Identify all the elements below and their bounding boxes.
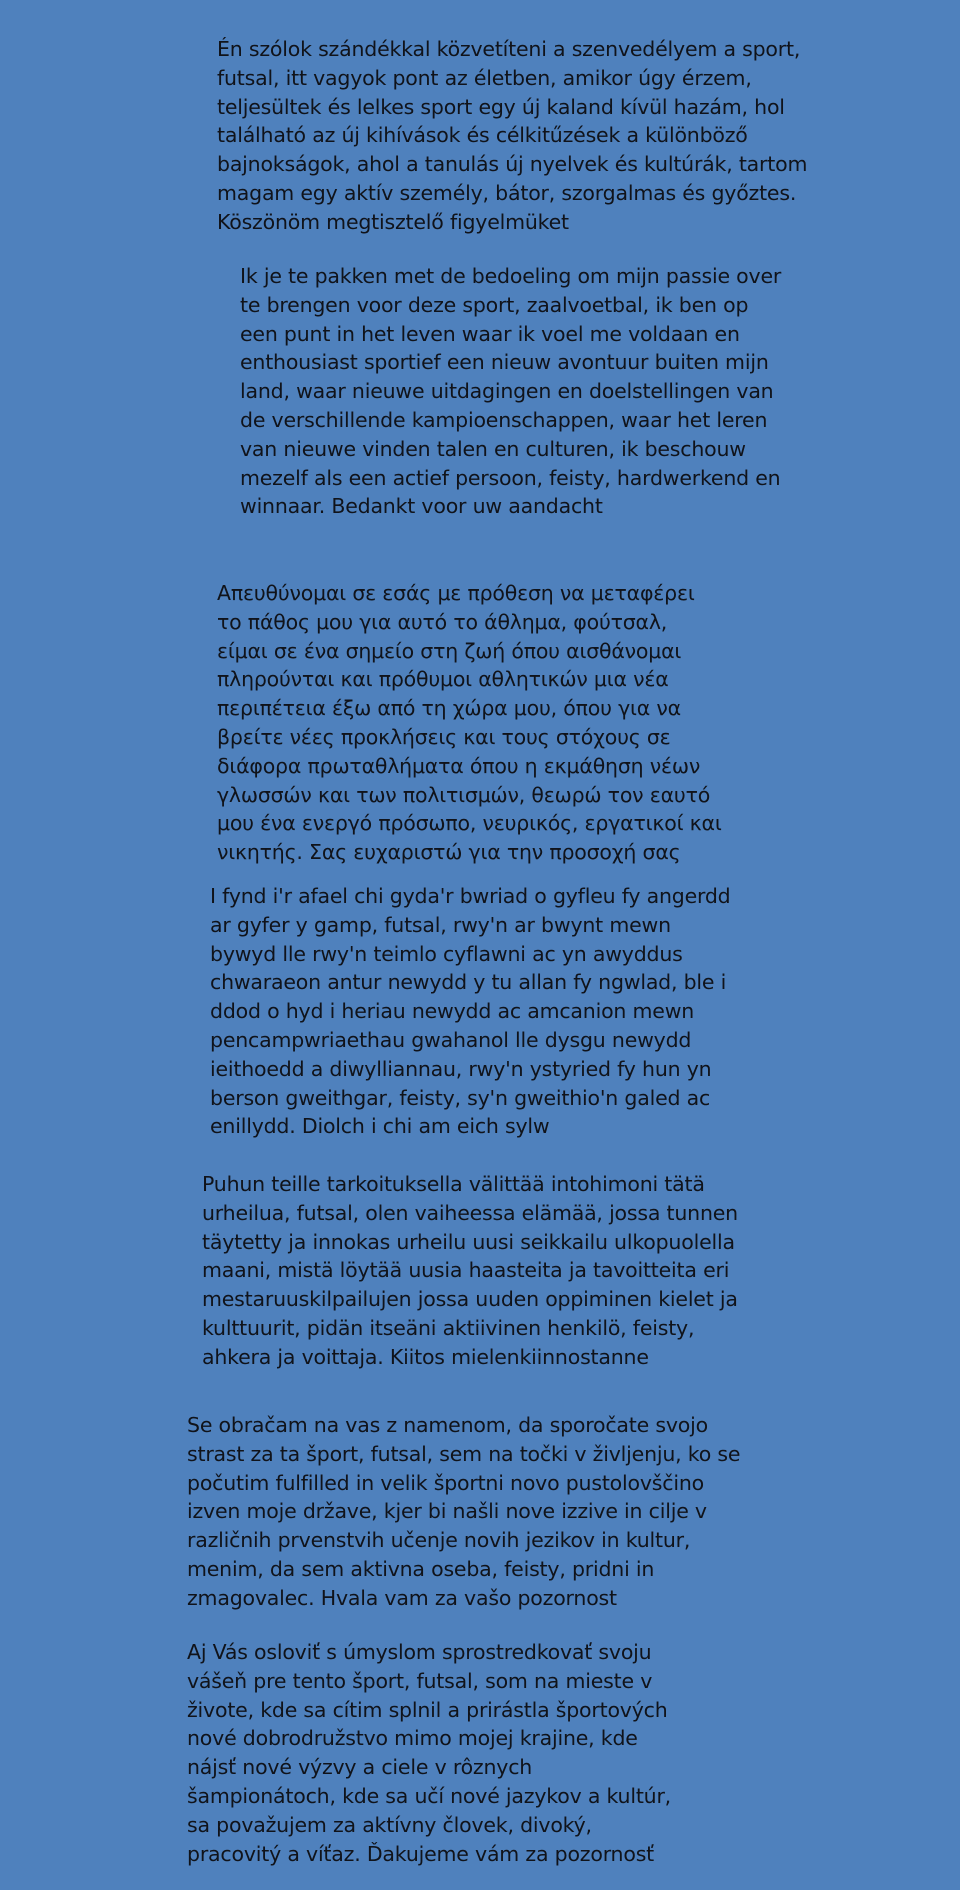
text-line: pencampwriaethau gwahanol lle dysgu newydd <box>210 1027 692 1052</box>
text-line: πληρούνται και πρόθυμοι αθλητικών μια νέα <box>217 667 669 692</box>
text-line: de verschillende kampioenschappen, waar het leren <box>240 407 768 432</box>
text-line: kulttuurit, pidän itseäni aktiivinen henkilö, feisty, <box>202 1315 695 1340</box>
text-line: pracovitý a víťaz. Ďakujeme vám za pozornosť <box>187 1841 655 1866</box>
text-line: διάφορα πρωταθλήματα όπου η εκμάθηση νέων <box>217 753 701 778</box>
text-line: berson gweithgar, feisty, sy'n gweithio'n galed ac <box>210 1085 711 1110</box>
text-line: Én szólok szándékkal közvetíteni a szenvedélyem a sport, <box>217 37 801 61</box>
text-line: Ik je te pakken met de bedoeling om mijn passie over <box>240 264 782 288</box>
text-line: Απευθύνομαι σε εσάς με πρόθεση να μεταφέρει <box>217 581 695 605</box>
text-line: täytetty ja innokas urheilu uusi seikkailu ulkopuolella <box>202 1229 735 1254</box>
text-line: chwaraeon antur newydd y tu allan fy ngwlad, ble i <box>210 970 727 995</box>
text-line: το πάθος μου για αυτό το άθλημα, φούτσαλ, <box>217 609 668 634</box>
text-line: Aj Vás osloviť s úmyslom sprostredkovať svoju <box>187 1640 652 1664</box>
text-line: te brengen voor deze sport, zaalvoetbal, ik ben op <box>240 292 749 317</box>
text-line: ieithoedd a diwylliannau, rwy'n ystyried fy hun yn <box>210 1056 712 1081</box>
text-line: bajnokságok, ahol a tanulás új nyelvek és kultúrák, tartom <box>217 152 808 177</box>
text-line: živote, kde sa cítim splnil a prirástla športových <box>187 1697 668 1722</box>
text-line: mezelf als een actief persoon, feisty, hardwerkend en <box>240 465 781 490</box>
text-line: περιπέτεια έξω από τη χώρα μου, όπου για να <box>217 696 681 721</box>
paragraph-slovenian <box>187 1411 740 1613</box>
text-line: I fynd i'r afael chi gyda'r bwriad o gyfleu fy angerdd <box>210 884 731 908</box>
text-line: ahkera ja voittaja. Kiitos mielenkiinnostanne <box>202 1344 649 1369</box>
text-line: βρείτε νέες προκλήσεις και τους στόχους σε <box>217 724 671 749</box>
text-line: Puhun teille tarkoituksella välittää intohimoni tätä <box>202 1172 705 1196</box>
paragraph-greek <box>217 579 722 867</box>
text-line: magam egy aktív személy, bátor, szorgalmas és győztes. <box>217 180 797 205</box>
text-line: izven moje države, kjer bi našli nove izzive in cilje v <box>187 1499 707 1524</box>
text-line: urheilua, futsal, olen vaiheessa elämää, jossa tunnen <box>202 1200 738 1225</box>
text-line: ar gyfer y gamp, futsal, rwy'n ar bwynt mewn <box>210 912 671 937</box>
text-line: sa považujem za aktívny človek, divoký, <box>187 1812 592 1837</box>
text-line: winnaar. Bedankt voor uw aandacht <box>240 494 603 519</box>
text-line: νικητής. Σας ευχαριστώ για την προσοχή σας <box>217 840 681 865</box>
paragraph-hungarian <box>217 35 807 237</box>
text-line: bywyd lle rwy'n teimlo cyflawni ac yn awyddus <box>210 941 683 966</box>
text-line: zmagovalec. Hvala vam za vašo pozornost <box>187 1585 617 1610</box>
text-line: mestaruuskilpailujen jossa uuden oppiminen kielet ja <box>202 1287 738 1312</box>
text-line: land, waar nieuwe uitdagingen en doelstellingen van <box>240 379 774 404</box>
paragraph-slovak <box>187 1638 671 1868</box>
text-line: teljesültek és lelkes sport egy új kaland kívül hazám, hol <box>217 94 785 119</box>
text-line: nové dobrodružstvo mimo mojej krajine, kde <box>187 1726 638 1751</box>
text-line: enthousiast sportief een nieuw avontuur buiten mijn <box>240 350 769 375</box>
text-line: futsal, itt vagyok pont az életben, amikor úgy érzem, <box>217 65 752 90</box>
text-line: strast za ta šport, futsal, sem na točki v življenju, ko se <box>187 1441 741 1466</box>
text-line: είμαι σε ένα σημείο στη ζωή όπου αισθάνομαι <box>217 638 682 663</box>
text-line: ddod o hyd i heriau newydd ac amcanion mewn <box>210 999 695 1024</box>
paragraph-dutch <box>240 262 781 521</box>
text-line: šampionátoch, kde sa učí nové jazykov a kultúr, <box>187 1783 672 1808</box>
text-line: vášeň pre tento šport, futsal, som na mieste v <box>187 1668 653 1693</box>
text-line: een punt in het leven waar ik voel me voldaan en <box>240 321 740 346</box>
text-line: menim, da sem aktivna oseba, feisty, pridni in <box>187 1556 655 1581</box>
text-line: nájsť nové výzvy a ciele v rôznych <box>187 1755 533 1780</box>
text-line: različnih prvenstvih učenje novih jezikov in kultur, <box>187 1528 691 1553</box>
paragraph-welsh <box>210 882 731 1141</box>
text-line: enillydd. Diolch i chi am eich sylw <box>210 1114 550 1139</box>
text-line: Se obračam na vas z namenom, da sporočate svojo <box>187 1413 708 1437</box>
paragraph-finnish <box>202 1170 738 1372</box>
text-line: γλωσσών και των πολιτισμών, θεωρώ τον εαυτό <box>217 782 711 807</box>
text-line: van nieuwe vinden talen en culturen, ik beschouw <box>240 436 746 461</box>
text-line: maani, mistä löytää uusia haasteita ja tavoitteita eri <box>202 1258 730 1283</box>
text-line: μου ένα ενεργό πρόσωπο, νευρικός, εργατικοί και <box>217 811 722 836</box>
text-line: található az új kihívások és célkitűzések a különböző <box>217 123 748 148</box>
text-line: počutim fulfilled in velik športni novo pustolovščino <box>187 1470 704 1495</box>
text-line: Köszönöm megtisztelő figyelmüket <box>217 209 569 234</box>
